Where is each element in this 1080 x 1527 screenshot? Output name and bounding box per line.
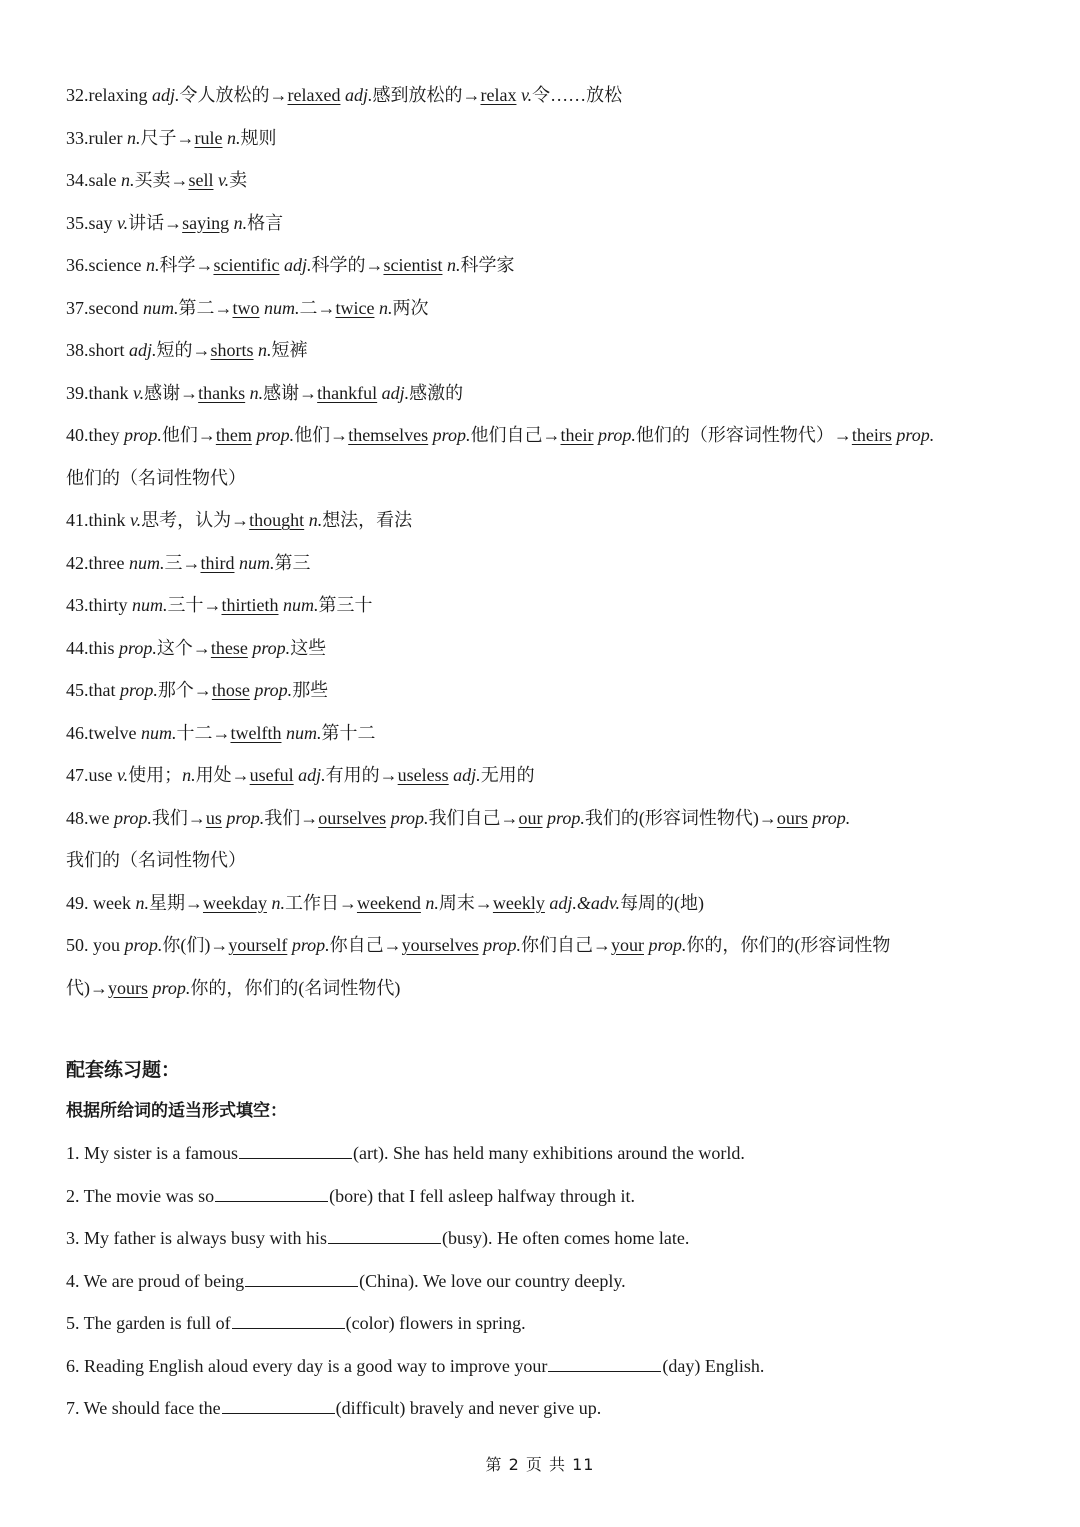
vocab-entry: [66, 159, 1006, 202]
entry-text: 思考，认为→: [141, 510, 250, 530]
entry-text: 44.this: [66, 637, 120, 658]
answer-word: rule: [194, 127, 223, 148]
entry-text: 第三: [274, 552, 311, 573]
question-item: [66, 1217, 1006, 1260]
answer-word: two: [232, 297, 260, 318]
entry-text: 46.twelve: [66, 722, 141, 743]
exercise-instruction: 根据所给词的适当形式填空：: [66, 1101, 287, 1121]
entry-text: 三十→: [167, 595, 222, 615]
entry-text: 35.say: [66, 212, 117, 233]
entry-text: 第十二: [321, 722, 376, 743]
question-item: [66, 1345, 1006, 1388]
part-of-speech: adj.: [151, 85, 180, 105]
entry-text: 他们自己→: [470, 425, 561, 445]
entry-text: 卖: [229, 170, 248, 190]
entry-text: 我们的(形容词性物代)→: [584, 807, 777, 828]
entry-text: 32.relaxing: [66, 85, 152, 105]
entry-text: 科学家: [460, 255, 515, 275]
entry-text: 尺子→: [140, 127, 195, 148]
vocab-entry: [66, 584, 1006, 627]
question-text: 4. We are proud of being: [66, 1270, 245, 1291]
entry-text: 十二→: [176, 722, 231, 743]
part-of-speech: prop.: [256, 425, 295, 445]
question-text: 2. The movie was so: [66, 1185, 215, 1206]
entry-text: 无用的: [480, 765, 535, 785]
entry-text: 36.science: [66, 255, 146, 275]
part-of-speech: num.: [128, 552, 165, 573]
exercise-section: [66, 1050, 1006, 1430]
question-item: [66, 1387, 1006, 1430]
entry-text: 令……放松: [532, 85, 623, 105]
vocab-entry-continuation: [66, 967, 1006, 1010]
vocab-entry: [66, 542, 1006, 585]
entry-text: 45.that: [66, 680, 120, 700]
part-of-speech: n.: [120, 170, 135, 190]
part-of-speech: prop.: [119, 637, 157, 658]
answer-word: thanks: [198, 382, 246, 403]
entry-text: 你(们)→: [162, 935, 229, 955]
answer-word: your: [611, 935, 644, 955]
entry-text: 42.three: [66, 552, 129, 573]
question-list: [66, 1132, 1006, 1430]
answer-blank[interactable]: [245, 1268, 358, 1287]
entry-text: 两次: [392, 297, 429, 318]
part-of-speech: adj.: [283, 255, 312, 275]
part-of-speech: adj.: [129, 340, 157, 360]
part-of-speech: prop.: [432, 425, 471, 445]
part-of-speech: n.: [249, 382, 264, 403]
answer-word: useful: [249, 765, 294, 785]
part-of-speech: adj.: [344, 85, 373, 105]
entry-text: 我们的（名词性物代）: [66, 850, 246, 870]
part-of-speech: adj.&adv.: [549, 892, 621, 913]
entry-text: 你的，你们的(形容词性物: [686, 935, 891, 955]
question-hint: (busy). He often comes home late.: [441, 1228, 690, 1248]
entry-text: 41.think: [66, 510, 131, 530]
vocab-entry: [66, 797, 1006, 840]
answer-blank[interactable]: [232, 1310, 345, 1329]
part-of-speech: n.: [226, 127, 241, 148]
entry-text: 37.second: [66, 297, 143, 318]
answer-blank[interactable]: [548, 1353, 661, 1372]
vocab-entry: [66, 712, 1006, 755]
entry-text: 科学的→: [311, 255, 384, 275]
entry-text: 每周的(地): [620, 892, 705, 913]
part-of-speech: n.: [446, 255, 461, 275]
entry-text: 39.thank: [66, 382, 133, 403]
entry-text: 想法，看法: [322, 510, 413, 530]
answer-blank[interactable]: [239, 1140, 352, 1159]
answer-word: them: [215, 425, 252, 445]
question-text: 1. My sister is a famous: [66, 1143, 238, 1163]
question-item: [66, 1175, 1006, 1218]
answer-word: shorts: [210, 340, 254, 360]
question-hint: (China). We love our country deeply.: [359, 1270, 626, 1291]
vocab-entry: [66, 414, 1006, 457]
vocab-entry: [66, 627, 1006, 670]
part-of-speech: v.: [130, 510, 142, 530]
entry-text: 他们的（名词性物代）: [66, 467, 246, 488]
entry-text: 短的→: [156, 340, 211, 360]
entry-text: 令人放松的→: [179, 85, 288, 105]
vocab-entry: [66, 372, 1006, 415]
entry-text: 二→: [299, 297, 336, 318]
entry-text: 感到放松的→: [372, 85, 481, 105]
part-of-speech: n.: [308, 510, 323, 530]
part-of-speech: v.: [133, 382, 145, 403]
part-of-speech: prop.: [120, 680, 158, 700]
entry-text: 这些: [290, 637, 327, 658]
answer-word: theirs: [851, 425, 892, 445]
vocab-entry: [66, 117, 1006, 160]
part-of-speech: v.: [117, 765, 129, 785]
part-of-speech: n.: [126, 127, 141, 148]
answer-word: twelfth: [230, 722, 282, 743]
question-item: [66, 1260, 1006, 1303]
entry-text: 你的，你们的(名词性物代): [190, 977, 401, 998]
vocab-entry: [66, 499, 1006, 542]
answer-word: these: [210, 637, 248, 658]
part-of-speech: prop.: [896, 425, 935, 445]
answer-word: scientist: [383, 255, 443, 275]
answer-word: those: [211, 680, 250, 700]
part-of-speech: adj.: [298, 765, 326, 785]
answer-blank[interactable]: [328, 1225, 441, 1244]
part-of-speech: prop.: [648, 935, 687, 955]
answer-word: saying: [182, 212, 230, 233]
part-of-speech: n.: [135, 892, 149, 913]
answer-word: weekday: [202, 892, 267, 913]
vocab-entry: [66, 924, 1006, 967]
entry-text: 三→: [164, 552, 201, 573]
entry-text: 代)→: [66, 977, 108, 998]
answer-word: themselves: [348, 425, 429, 445]
entry-text: 他们→: [161, 425, 216, 445]
vocab-entry: [66, 329, 1006, 372]
part-of-speech: num.: [142, 297, 179, 318]
part-of-speech: prop.: [114, 807, 152, 828]
part-of-speech: n.: [145, 255, 160, 275]
entry-text: 工作日→: [284, 892, 357, 913]
entry-text: 感激的: [409, 382, 464, 403]
answer-word: relax: [480, 85, 517, 105]
answer-word: ours: [776, 807, 808, 828]
part-of-speech: prop.: [598, 425, 636, 445]
answer-word: weekend: [356, 892, 421, 913]
entry-text: 48.we: [66, 807, 114, 828]
answer-word: useless: [397, 765, 449, 785]
entry-text: 34.sale: [66, 170, 121, 190]
entry-text: 43.thirty: [66, 595, 132, 615]
answer-word: ourselves: [318, 807, 387, 828]
answer-word: twice: [335, 297, 375, 318]
exercise-title: 配套练习题：: [66, 1059, 181, 1081]
answer-blank[interactable]: [215, 1183, 328, 1202]
vocab-entry: [66, 244, 1006, 287]
question-hint: (art). She has held many exhibitions around the world.: [352, 1143, 745, 1163]
entry-text: 你们自己→: [521, 935, 611, 955]
answer-word: yourself: [228, 935, 288, 955]
part-of-speech: num.: [132, 595, 168, 615]
part-of-speech: n.: [378, 297, 393, 318]
vocab-entry-continuation: [66, 457, 1006, 500]
part-of-speech: prop.: [390, 807, 429, 828]
part-of-speech: prop.: [254, 680, 293, 700]
entry-text: 49. week: [66, 892, 136, 913]
answer-word: yours: [108, 977, 148, 998]
entry-text: 使用；: [128, 765, 183, 785]
entry-text: 规则: [240, 127, 277, 148]
question-hint: (difficult) bravely and never give up.: [335, 1398, 602, 1418]
part-of-speech: adj.: [381, 382, 410, 403]
entry-text: 我们→: [264, 807, 319, 828]
question-text: 6. Reading English aloud every day is a good way to improve your: [66, 1355, 548, 1376]
question-text: 5. The garden is full of: [66, 1313, 231, 1333]
part-of-speech: num.: [140, 722, 177, 743]
page-footer: 第 2 页 共 11: [485, 1455, 595, 1474]
answer-word: thought: [249, 510, 305, 530]
part-of-speech: prop.: [152, 977, 191, 998]
question-hint: (day) English.: [662, 1355, 765, 1376]
question-text: 3. My father is always busy with his: [66, 1228, 327, 1248]
vocab-entry: [66, 287, 1006, 330]
entry-text: 那些: [292, 680, 329, 700]
question-hint: (color) flowers in spring.: [345, 1313, 526, 1333]
entry-text: 星期→: [148, 892, 203, 913]
part-of-speech: n.: [425, 892, 439, 913]
entry-text: 我们自己→: [428, 807, 519, 828]
question-item: [66, 1302, 1006, 1345]
answer-word: their: [560, 425, 594, 445]
part-of-speech: prop.: [252, 637, 291, 658]
part-of-speech: num.: [263, 297, 300, 318]
answer-word: our: [518, 807, 543, 828]
answer-word: yourselves: [401, 935, 479, 955]
part-of-speech: prop.: [226, 807, 265, 828]
answer-word: us: [205, 807, 222, 828]
entry-text: 50. you: [66, 935, 125, 955]
entry-text: 第二→: [178, 297, 233, 318]
part-of-speech: num.: [285, 722, 322, 743]
entry-text: 感谢→: [144, 382, 199, 403]
entry-text: 40.they: [66, 425, 124, 445]
part-of-speech: n.: [258, 340, 272, 360]
question-text: 7. We should face the: [66, 1398, 221, 1418]
answer-blank[interactable]: [222, 1395, 335, 1414]
entry-text: 第三十: [318, 595, 373, 615]
part-of-speech: v.: [217, 170, 230, 190]
part-of-speech: v.: [520, 85, 533, 105]
answer-word: thirtieth: [221, 595, 279, 615]
vocab-entry: [66, 754, 1006, 797]
entry-text: 这个→: [156, 637, 211, 658]
question-item: [66, 1132, 1006, 1175]
part-of-speech: n.: [182, 765, 196, 785]
entry-text: 38.short: [66, 340, 129, 360]
answer-word: thankful: [317, 382, 378, 403]
part-of-speech: adj.: [453, 765, 481, 785]
answer-word: sell: [188, 170, 214, 190]
entry-text: 他们→: [294, 425, 349, 445]
entry-text: 33.ruler: [66, 127, 127, 148]
part-of-speech: prop.: [483, 935, 521, 955]
part-of-speech: prop.: [124, 425, 162, 445]
entry-text: 周末→: [438, 892, 493, 913]
vocab-entry: [66, 202, 1006, 245]
entry-text: 你自己→: [329, 935, 402, 955]
answer-word: scientific: [213, 255, 280, 275]
answer-word: relaxed: [287, 85, 341, 105]
part-of-speech: num.: [238, 552, 275, 573]
part-of-speech: prop.: [124, 935, 163, 955]
entry-text: 科学→: [159, 255, 214, 275]
entry-text: 买卖→: [134, 170, 189, 190]
entry-text: 感谢→: [263, 382, 318, 403]
vocab-entry: [66, 74, 1006, 117]
vocab-list: [66, 74, 1006, 1009]
entry-text: 短裤: [271, 340, 308, 360]
part-of-speech: n.: [271, 892, 285, 913]
entry-text: 讲话→: [128, 212, 183, 233]
entry-text: 47.use: [66, 765, 117, 785]
part-of-speech: prop.: [291, 935, 330, 955]
vocab-entry: [66, 669, 1006, 712]
answer-word: weekly: [492, 892, 545, 913]
part-of-speech: prop.: [812, 807, 851, 828]
question-hint: (bore) that I fell asleep halfway through it.: [329, 1185, 636, 1206]
answer-word: third: [200, 552, 235, 573]
part-of-speech: n.: [233, 212, 248, 233]
part-of-speech: num.: [283, 595, 319, 615]
vocab-entry-continuation: [66, 839, 1006, 882]
entry-text: 那个→: [157, 680, 212, 700]
entry-text: 有用的→: [325, 765, 398, 785]
vocab-entry: [66, 882, 1006, 925]
part-of-speech: v.: [117, 212, 129, 233]
entry-text: 我们→: [151, 807, 206, 828]
entry-text: 他们的（形容词性物代）→: [635, 425, 852, 445]
part-of-speech: prop.: [547, 807, 585, 828]
entry-text: 用处→: [195, 765, 250, 785]
entry-text: 格言: [247, 212, 284, 233]
